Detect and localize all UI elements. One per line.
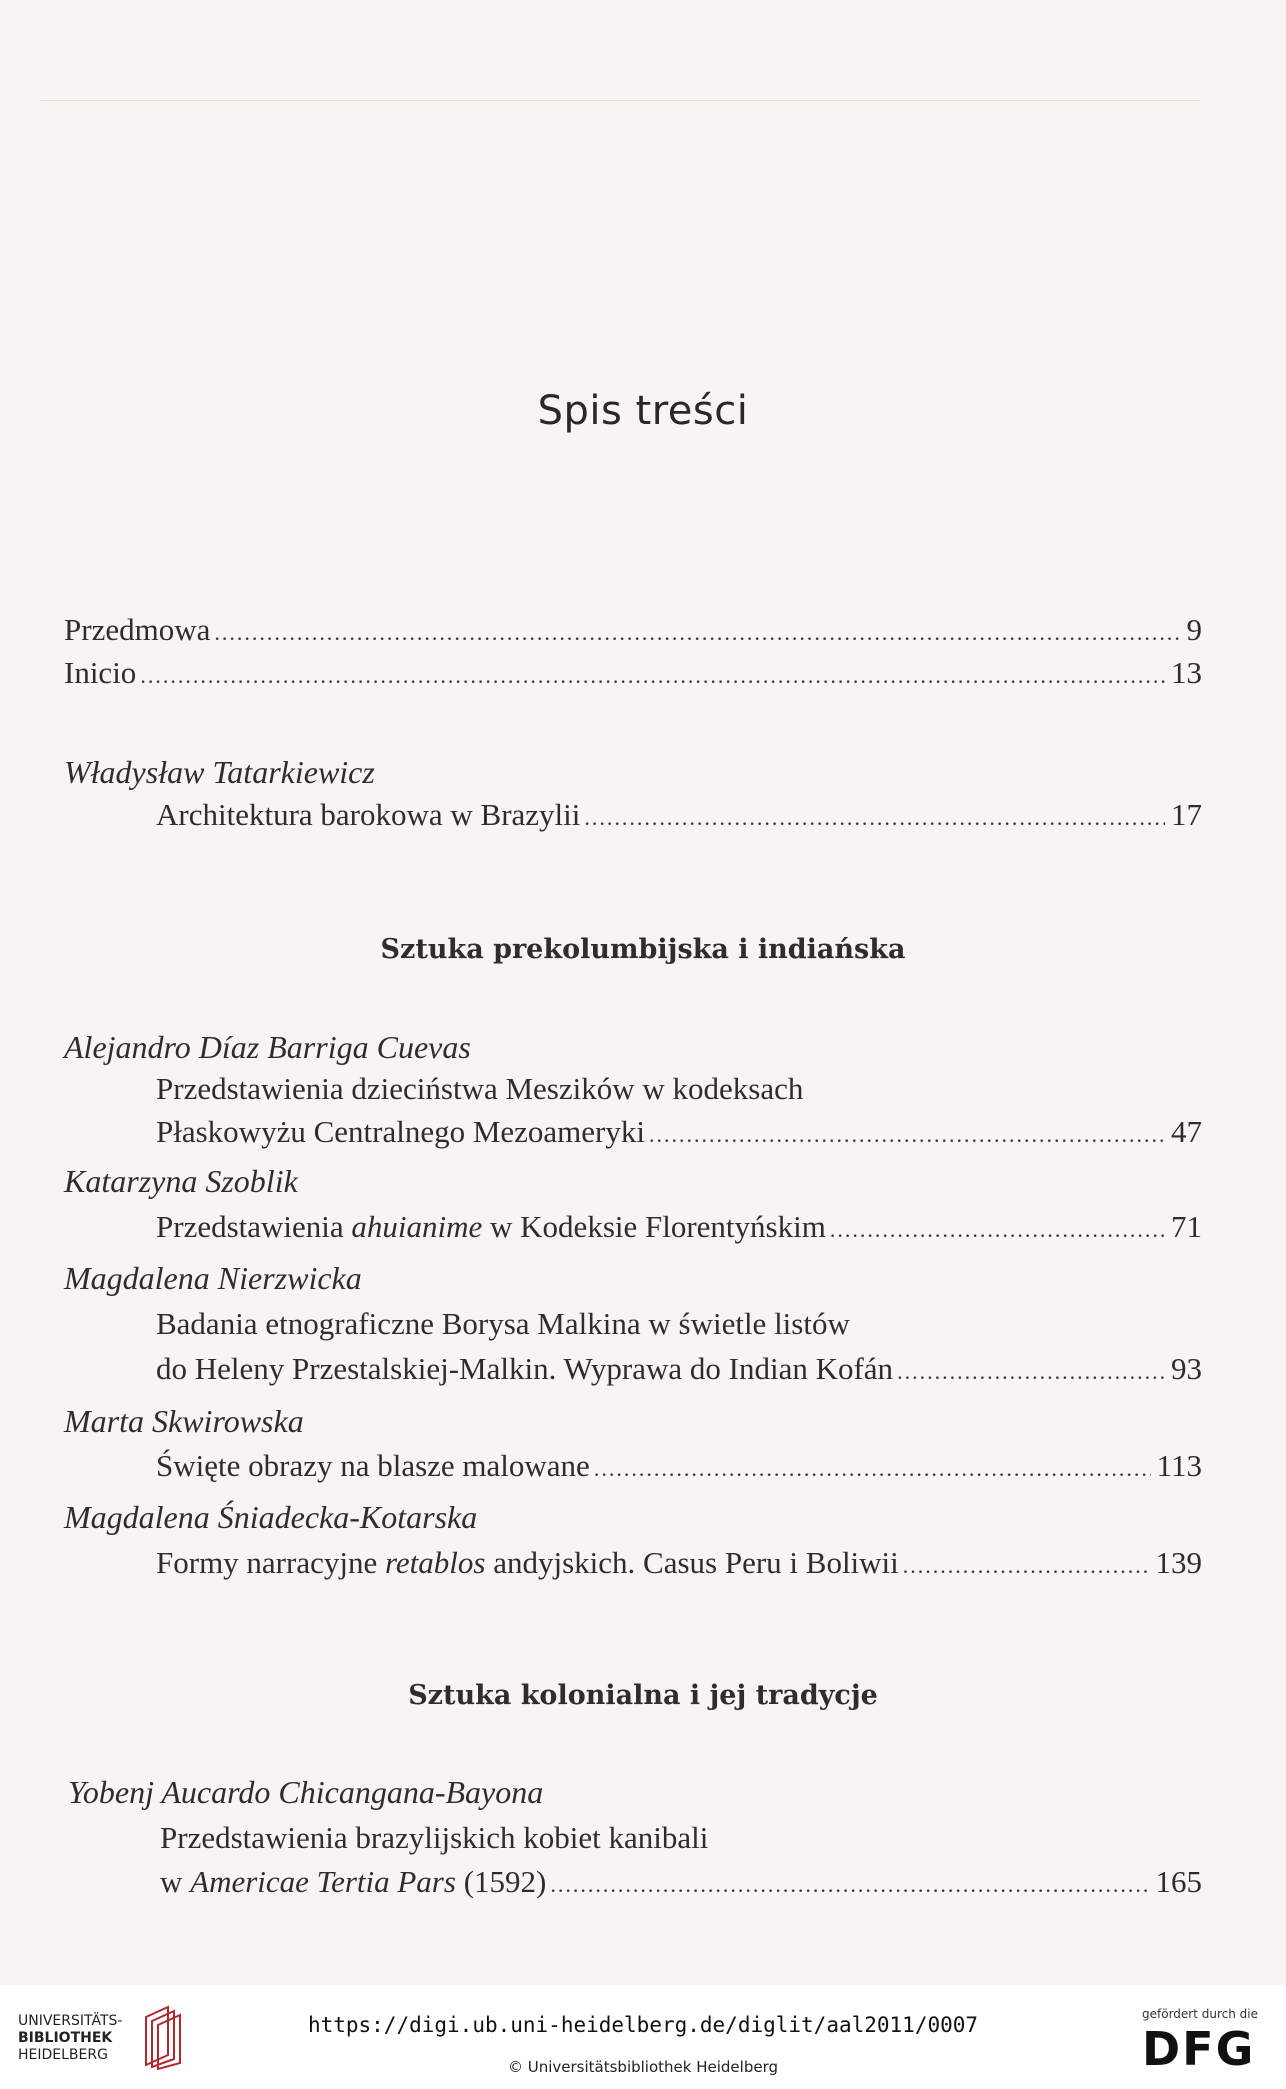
- toc-page-number: 9: [1186, 612, 1202, 647]
- copyright-text: © Universitätsbibliothek Heidelberg: [507, 2058, 778, 2076]
- toc-page-number: 47: [1171, 1114, 1202, 1149]
- toc-entry: [156, 1351, 1202, 1387]
- leader-dots: [897, 1359, 1165, 1385]
- title-part: Formy narracyjne: [156, 1545, 385, 1580]
- toc-entry: [156, 1209, 1202, 1245]
- title-part: w: [160, 1864, 191, 1899]
- library-name-line1: UNIVERSITÄTS-: [18, 2013, 123, 2029]
- leader-dots: [140, 663, 1165, 689]
- toc-entry: [156, 1114, 1202, 1150]
- library-name-line3: HEIDELBERG: [18, 2047, 108, 2063]
- section-heading: Sztuka kolonialna i jej tradycje: [408, 1680, 878, 1711]
- toc-page-number: 165: [1155, 1864, 1202, 1899]
- leader-dots: [903, 1553, 1150, 1579]
- toc-entry-text: Płaskowyżu Centralnego Mezoameryki: [156, 1114, 645, 1149]
- toc-author: Katarzyna Szoblik: [64, 1163, 298, 1199]
- leader-dots: [830, 1217, 1165, 1243]
- title-italic: Americae Tertia Pars: [190, 1864, 456, 1899]
- title-part: andyjskich. Casus Peru i Boliwii: [485, 1545, 899, 1580]
- toc-page-number: 139: [1155, 1545, 1202, 1580]
- toc-entry-text: [156, 1209, 826, 1245]
- toc-entry-text: Badania etnograficzne Borysa Malkina w świetle listów: [156, 1306, 850, 1341]
- toc-entry-text: Inicio: [64, 655, 137, 690]
- toc-entry-text: Przedstawienia dzieciństwa Meszików w kodeksach: [156, 1071, 804, 1106]
- source-url-link[interactable]: https://digi.ub.uni-heidelberg.de/diglit/aal2011/0007: [307, 2013, 979, 2037]
- toc-entry: [156, 797, 1202, 833]
- toc-page-number: 113: [1156, 1448, 1202, 1483]
- section-heading: Sztuka prekolumbijska i indiańska: [380, 934, 906, 965]
- leader-dots: [214, 620, 1180, 646]
- toc-entry-text: [156, 1545, 899, 1581]
- leader-dots: [594, 1456, 1151, 1482]
- toc-page-number: 93: [1171, 1351, 1202, 1386]
- title-part: (1592): [455, 1864, 547, 1899]
- toc-entry-inicio: [64, 655, 1202, 691]
- leader-dots: [584, 805, 1165, 831]
- title-part: w Kodeksie Florentyńskim: [482, 1209, 826, 1244]
- toc-entry-przedmowa: [64, 612, 1202, 648]
- toc-entry-text: Architektura barokowa w Brazylii: [156, 797, 581, 832]
- library-name-line2: BIBLIOTHEK: [18, 2030, 113, 2046]
- leader-dots: [649, 1122, 1165, 1148]
- dfg-logo: DFG: [1142, 2022, 1256, 2076]
- title-italic: retablos: [384, 1545, 486, 1580]
- toc-entry: [156, 1448, 1202, 1484]
- toc-author: Magdalena Śniadecka-Kotarska: [64, 1499, 478, 1535]
- funder-note: gefördert durch die: [1142, 2007, 1258, 2021]
- toc-entry-text: Przedmowa: [64, 612, 211, 647]
- title-part: Przedstawienia: [156, 1209, 352, 1244]
- leader-dots: [550, 1872, 1149, 1898]
- toc-entry-text: Święte obrazy na blasze malowane: [156, 1448, 590, 1483]
- page-title: Spis treści: [537, 388, 749, 434]
- title-italic: ahuianime: [351, 1209, 483, 1244]
- toc-entry: [160, 1864, 1202, 1900]
- toc-page-number: 17: [1171, 797, 1202, 832]
- toc-author: Marta Skwirowska: [64, 1403, 304, 1439]
- header-rule: [40, 100, 1200, 101]
- toc-author: Magdalena Nierzwicka: [64, 1260, 362, 1296]
- toc-entry-text: Przedstawienia brazylijskich kobiet kanibali: [160, 1820, 709, 1855]
- toc-page-number: 13: [1171, 655, 1202, 690]
- toc-entry-text: do Heleny Przestalskiej-Malkin. Wyprawa do Indian Kofán: [156, 1351, 894, 1386]
- toc-page-number: 71: [1171, 1209, 1202, 1244]
- toc-entry: [156, 1545, 1202, 1581]
- toc-author: Władysław Tatarkiewicz: [64, 754, 375, 790]
- toc-entry-text: [160, 1864, 546, 1900]
- toc-author: Yobenj Aucardo Chicangana-Bayona: [68, 1774, 544, 1810]
- toc-author: Alejandro Díaz Barriga Cuevas: [64, 1029, 471, 1065]
